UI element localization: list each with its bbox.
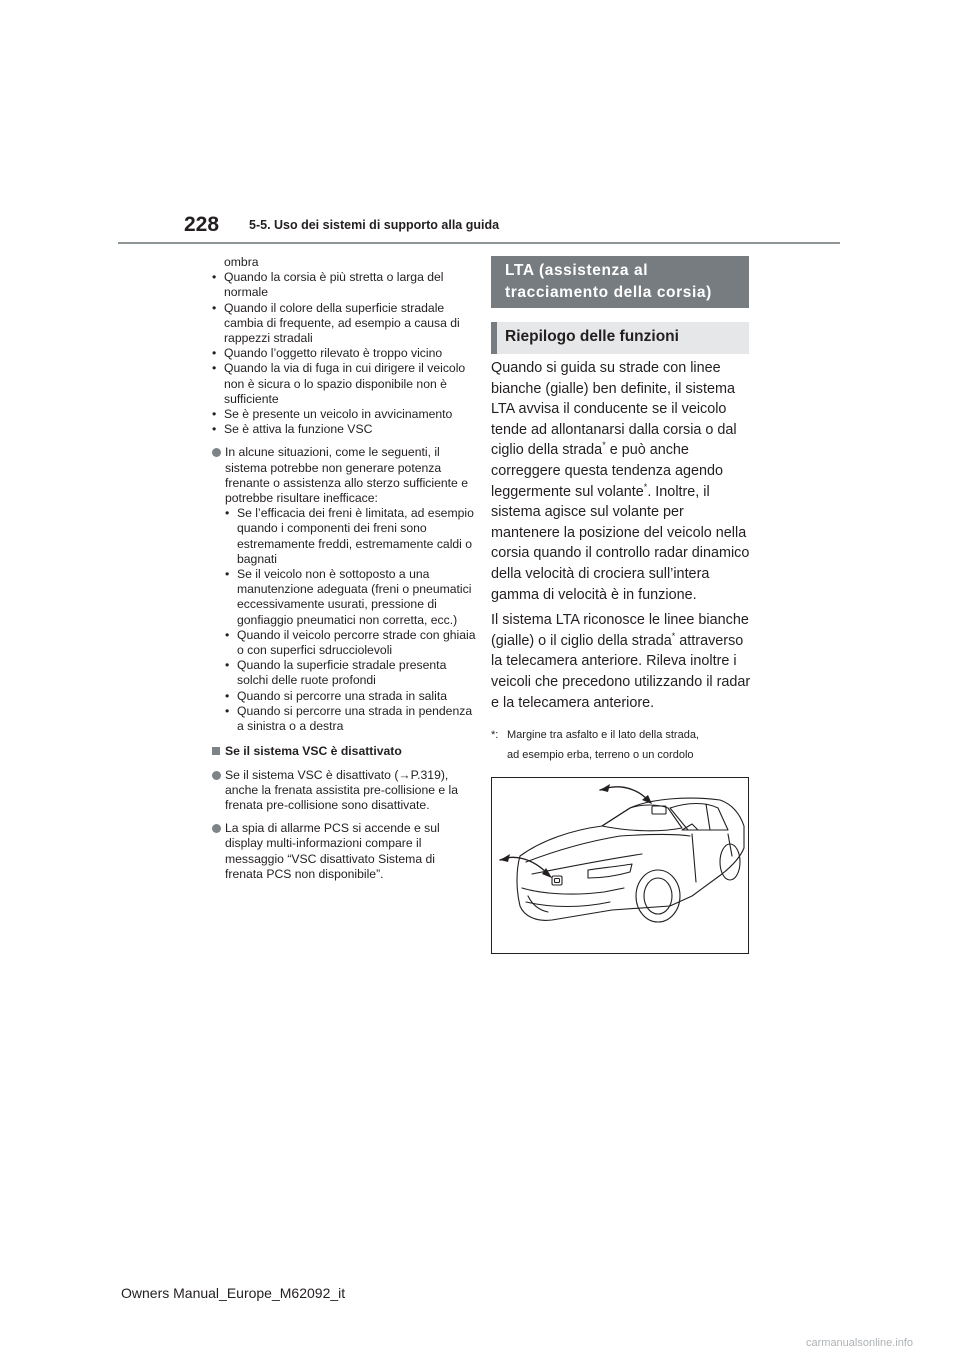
section-title: 5-5. Uso dei sistemi di supporto alla guida: [249, 218, 500, 232]
list-item: • Quando la corsia è più stretta o larga del normale: [212, 270, 444, 300]
condition-list: [212, 270, 476, 437]
list-item: • Quando il colore della superficie stradale cambia di frequente, ad esempio a causa di rappezzi stradali: [212, 300, 460, 346]
footnote: *: Margine tra asfalto e il lato della strada, ad esempio erba, terreno o un cordolo: [491, 729, 699, 761]
footnote-ref: *: [671, 630, 676, 641]
page-number: 228: [184, 213, 220, 236]
car-sensor-illustration: [491, 777, 749, 954]
bullet-paragraph: Se il sistema VSC è disattivato (→P.319), anche la frenata assistita pre-collisione e la frenata pre-collisione sono disattivate.: [212, 768, 476, 814]
footer-doc-id: Owners Manual_Europe_M62092_it: [121, 1285, 346, 1301]
list-item: • Quando la superficie stradale presenta solchi delle ruote profondi: [225, 658, 447, 688]
continued-text: ombra: [224, 255, 259, 269]
body-paragraph: Quando si guida su strade con linee bianche (gialle) ben definite, il sistema LTA avvisa il conducente se il veicolo tende ad allontanarsi dalla corsia o dal ciglio della strada* e può anche correggere questa tendenza agendo leggermente sul volante*. Inoltre, il sistema agisce sul volante per mantenere la posizione del veicolo nella corsia quando il controllo radar dinamico della velocità di crociera sull’intera gamma di velocità è in funzione.: [491, 360, 750, 603]
body-paragraph: Il sistema LTA riconosce le linee bianche (gialle) o il ciglio della strada* attraverso la telecamera anteriore. Rileva inoltre i veicoli che precedono utilizzando il radar e la telecamera anteriore.: [491, 612, 751, 711]
limitation-list: [225, 506, 476, 734]
lta-body: [491, 358, 753, 713]
circle-bullet-icon: [212, 445, 225, 734]
car-illustration-svg: [492, 778, 748, 953]
list-item: • Se il veicolo non è sottoposto a una manutenzione adeguata (freni o pneumatici eccessivamente usurati, pressione di gonfiaggio pneumatici non corretta, ecc.): [225, 567, 472, 627]
list-item: • Se l’efficacia dei freni è limitata, ad esempio quando i componenti dei freni sono estremamente freddi, estremamente caldi o bagnati: [225, 506, 474, 566]
accent-bar: [491, 322, 497, 354]
list-item: • Quando il veicolo percorre strade con ghiaia o con superfici sdrucciolevoli: [225, 627, 476, 658]
circle-bullet-icon: [212, 768, 225, 814]
header-rule: [118, 242, 840, 244]
square-bullet-icon: [212, 744, 225, 759]
footnote-ref: *: [643, 481, 648, 492]
left-column: [212, 255, 476, 882]
summary-subheader: Riepilogo delle funzioni: [491, 322, 749, 354]
list-item: • Se è attiva la funzione VSC: [212, 422, 373, 437]
list-item: • Quando si percorre una strada in salita: [225, 688, 448, 703]
footnote-ref: *: [602, 440, 606, 451]
lta-section-header: LTA (assistenza al tracciamento della corsia): [491, 256, 749, 308]
subheading-vsc: Se il sistema VSC è disattivato: [212, 744, 476, 759]
circle-bullet-icon: [212, 821, 225, 882]
list-item: • Se è presente un veicolo in avvicinamento: [212, 407, 453, 422]
watermark: carmanualsonline.info: [806, 1337, 914, 1349]
list-item: • Quando la via di fuga in cui dirigere il veicolo non è sicura o lo spazio disponibile non è sufficiente: [212, 361, 466, 406]
list-item: • Quando l’oggetto rilevato è troppo vicino: [212, 346, 443, 361]
bullet-paragraph: La spia di allarme PCS si accende e sul display multi-informazioni compare il messaggio “VSC disattivato Sistema di frenata PCS non disponibile”.: [212, 821, 476, 882]
list-item: • Quando si percorre una strada in pendenza a sinistra o a destra: [225, 703, 473, 734]
bullet-paragraph: In alcune situazioni, come le seguenti, il sistema potrebbe non generare potenza frenante o assistenza allo sterzo sufficiente e potrebbe risultare inefficace: • Se l’efficacia dei freni è limitata, ad esempio quando i componenti dei freni sono estremamente freddi, estremamente caldi o bagnati • Se il veicolo non è sottoposto a una manutenzione adeguata (freni o pneumatici eccessivamente usurati, pressione di gonfiaggio pneumatici non corretta, ecc.) • Quando il veicolo percorre strade con ghiaia o con superfici sdrucciolevoli • Quando la superficie stradale presenta solchi delle ruote profondi • Quando si percorre una strada in salita • Quando si percorre una strada in pendenza a sinistra o a destra: [212, 445, 476, 734]
